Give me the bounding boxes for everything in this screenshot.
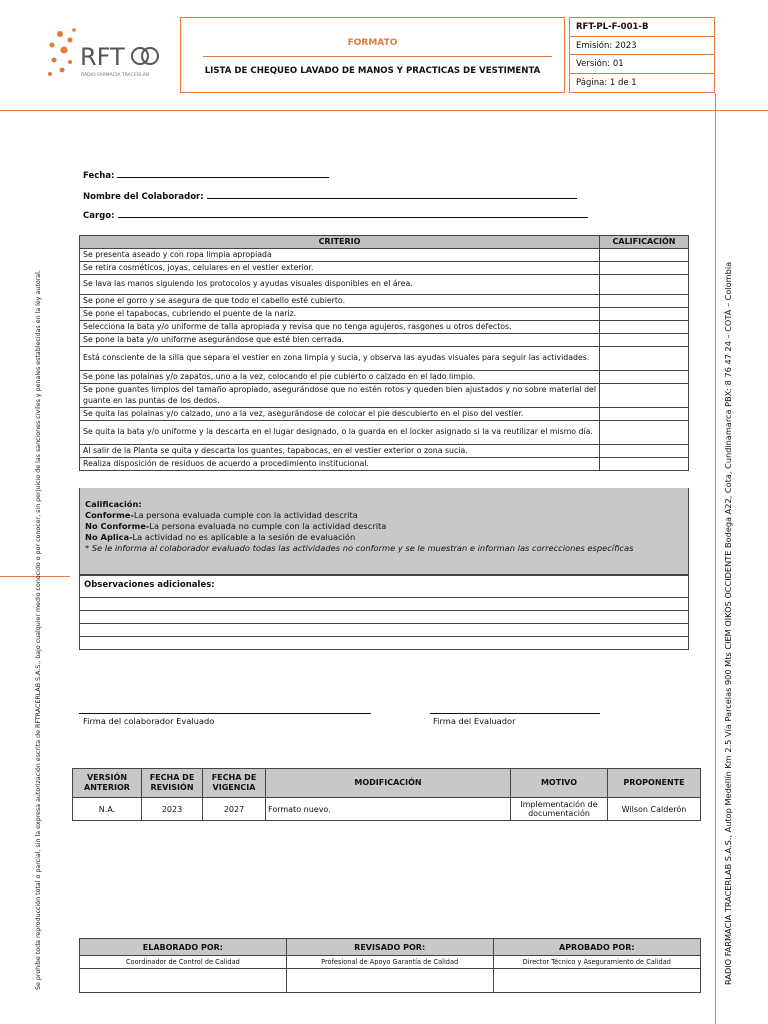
score-cell[interactable]: [600, 384, 689, 408]
no-conforme-text: La persona evaluada no cumple con la actividad descrita: [149, 521, 387, 531]
score-cell[interactable]: [600, 295, 689, 308]
nombre-field: [83, 189, 577, 202]
criteria-header-row: [80, 236, 689, 249]
table-row: [80, 384, 689, 408]
criterion-text: Al salir de la Planta se quita y descarta los guantes, tapabocas, en el vestier exterior o zona sucia.: [80, 445, 600, 458]
criterion-text: Se pone la bata y/o uniforme asegurándose que esté bien cerrada.: [80, 334, 600, 347]
observations-title: Observaciones adicionales:: [80, 576, 688, 598]
score-cell[interactable]: [600, 371, 689, 384]
logo-text: RFT: [80, 43, 125, 71]
conforme-label: Conforme-: [85, 510, 134, 520]
page-number: Página: 1 de 1: [576, 77, 637, 88]
fecha-revision-cell: 2023: [142, 798, 203, 821]
table-row: [80, 262, 689, 275]
table-row: [80, 295, 689, 308]
score-cell[interactable]: [600, 445, 689, 458]
signature-label-collaborator: Firma del colaborador Evaluado: [83, 716, 215, 726]
signature-line-collaborator[interactable]: [79, 713, 371, 714]
document-code: RFT-PL-F-001-B: [570, 18, 714, 37]
col-fecha-revision: FECHA DE REVISIÓN: [142, 769, 203, 798]
criterion-text: Se pone guantes limpios del tamaño apropiado, asegurándose que no estén rotos y queden bien ajustados y no sobre material del guante en las puntas de los dedos.: [80, 384, 600, 408]
revisado-header: REVISADO POR:: [286, 939, 493, 956]
score-cell[interactable]: [600, 458, 689, 471]
no-aplica-label: No Aplica-: [85, 532, 133, 542]
criterion-text: Se quita la bata y/o uniforme y la descarta en el lugar designado, o la guarda en el locker asignado si la va reutilizar el mismo día.: [80, 421, 600, 445]
criteria-table: [79, 235, 689, 471]
conforme-line: [85, 510, 683, 521]
header-info-box: [569, 17, 715, 93]
table-row: [80, 249, 689, 262]
score-cell[interactable]: [600, 275, 689, 295]
version-history-table: [72, 768, 701, 821]
table-row: [80, 445, 689, 458]
table-row: [80, 408, 689, 421]
col-motivo: MOTIVO: [511, 769, 608, 798]
observation-line[interactable]: [80, 598, 688, 611]
col-version-anterior: VERSIÓN ANTERIOR: [73, 769, 142, 798]
document-title: LISTA DE CHEQUEO LAVADO DE MANOS Y PRACTICAS DE VESTIMENTA: [204, 66, 541, 76]
table-row: [80, 308, 689, 321]
header-divider: [0, 110, 768, 111]
no-aplica-text: La actividad no es aplicable a la sesión de evaluación: [132, 532, 356, 542]
score-cell[interactable]: [600, 262, 689, 275]
criterion-text: Se presenta aseado y con ropa limpia apropiada: [80, 249, 600, 262]
cargo-label: Cargo:: [83, 211, 115, 221]
copyright-notice: Se prohibe toda reproducción total o parcial, sin la expresa autorización escrita de RFTRACERLAB S.A.S., bajo cualquier medio conocido o por conocer, sin perjuicio de las sanciones civiles y penales establecidas en la ley autoral.: [35, 270, 42, 990]
col-modificacion: MODIFICACIÓN: [266, 769, 511, 798]
cargo-input[interactable]: [118, 208, 588, 218]
elaborado-header: ELABORADO POR:: [80, 939, 287, 956]
approval-table: [79, 938, 701, 993]
approval-header-row: [80, 939, 701, 956]
criterio-header: CRITERIO: [80, 236, 600, 249]
nombre-label: Nombre del Colaborador:: [83, 192, 204, 202]
criterion-text: Se retira cosméticos, joyas, celulares en el vestier exterior.: [80, 262, 600, 275]
emision-date: Emisión: 2023: [570, 37, 714, 56]
modificacion-cell: Formato nuevo.: [266, 798, 511, 821]
aprobado-signature[interactable]: [493, 969, 700, 993]
aprobado-header: APROBADO POR:: [493, 939, 700, 956]
fecha-vigencia-cell: 2027: [203, 798, 266, 821]
conforme-text: La persona evaluada cumple con la actividad descrita: [133, 510, 358, 520]
criterion-text: Selecciona la bata y/o uniforme de talla apropiada y revisa que no tenga agujeros, rasgones u otros defectos.: [80, 321, 600, 334]
fecha-field: [83, 168, 329, 181]
revisado-signature[interactable]: [286, 969, 493, 993]
score-cell[interactable]: [600, 249, 689, 262]
score-cell[interactable]: [600, 421, 689, 445]
observation-line[interactable]: [80, 624, 688, 637]
criterion-text: Se pone el tapabocas, cubriendo el puente de la nariz.: [80, 308, 600, 321]
fecha-input[interactable]: [117, 168, 329, 178]
table-row: [80, 458, 689, 471]
table-row: [80, 334, 689, 347]
no-conforme-line: [85, 521, 683, 532]
rating-note: * Se le informa al colaborador evaluado todas las actividades no conforme y se le muestran e informan las correcciones específicas: [85, 543, 634, 553]
fecha-label: Fecha:: [83, 171, 115, 181]
score-cell[interactable]: [600, 308, 689, 321]
proponente-cell: Wilson Calderón: [608, 798, 701, 821]
approval-roles-row: [80, 956, 701, 969]
logo-subtext: RADIO FARMACIA TRACERLAB: [81, 73, 149, 78]
score-cell[interactable]: [600, 321, 689, 334]
aprobado-role: Director Técnico y Aseguramiento de Calidad: [493, 956, 700, 969]
header-title-box: [180, 17, 565, 93]
calificacion-header: CALIFICACIÓN: [600, 236, 689, 249]
score-cell[interactable]: [600, 347, 689, 371]
side-divider: [715, 93, 716, 1024]
observation-line[interactable]: [80, 611, 688, 624]
table-row: [80, 321, 689, 334]
score-cell[interactable]: [600, 408, 689, 421]
version-row: [73, 798, 701, 821]
observations-box: [79, 575, 689, 650]
company-logo: [40, 12, 180, 92]
signature-label-evaluator: Firma del Evaluador: [433, 716, 516, 726]
motivo-cell: Implementación de documentación: [511, 798, 608, 821]
criterion-text: Realiza disposición de residuos de acuerdo a procedimiento institucional.: [80, 458, 600, 471]
cargo-field: [83, 208, 588, 221]
divider: [203, 56, 552, 57]
criterion-text: Se pone las polainas y/o zapatos, uno a la vez, colocando el pie cubierto o calzado en el lado limpio.: [80, 371, 600, 384]
format-label: FORMATO: [347, 38, 398, 48]
table-row: [80, 371, 689, 384]
elaborado-role: Coordinador de Control de Calidad: [80, 956, 287, 969]
criterion-text: Está consciente de la silla que separa el vestier en zona limpia y sucia, y observa las ayudas visuales para seguir las actividades.: [80, 347, 600, 371]
no-conforme-label: No Conforme-: [85, 521, 150, 531]
rating-legend: [79, 488, 689, 575]
version-header-row: [73, 769, 701, 798]
revisado-role: Profesional de Apoyo Garantía de Calidad: [286, 956, 493, 969]
signature-line-evaluator[interactable]: [430, 713, 600, 714]
table-row: [80, 275, 689, 295]
company-address: RADIO FARMACIA TRACERLAB S.A.S., Autop Medellín Km 2.5 Vía Parcelas 900 Mts CIEM OIKOS OCCIDENTE Bodega A22, Cota, Cundinamarca PBX: 8 76 47 24 – COTÁ – Colombia: [723, 261, 733, 985]
version-anterior-cell: N.A.: [73, 798, 142, 821]
approval-signature-row: [80, 969, 701, 993]
elaborado-signature[interactable]: [80, 969, 287, 993]
no-aplica-line: [85, 532, 683, 543]
col-fecha-vigencia: FECHA DE VIGENCIA: [203, 769, 266, 798]
col-proponente: PROPONENTE: [608, 769, 701, 798]
criterion-text: Se lava las manos siguiendo los protocolos y ayudas visuales disponibles en el área.: [80, 275, 600, 295]
observation-line[interactable]: [80, 637, 688, 649]
table-row: [80, 347, 689, 371]
nombre-input[interactable]: [207, 189, 577, 199]
criterion-text: Se quita las polainas y/o calzado, uno a la vez, asegurándose de colocar el pie descubierto en el piso del vestier.: [80, 408, 600, 421]
version-number: Versión: 01: [570, 55, 714, 74]
score-cell[interactable]: [600, 334, 689, 347]
table-row: [80, 421, 689, 445]
criterion-text: Se pone el gorro y se asegura de que todo el cabello esté cubierto.: [80, 295, 600, 308]
rating-title: Calificación:: [85, 499, 142, 509]
